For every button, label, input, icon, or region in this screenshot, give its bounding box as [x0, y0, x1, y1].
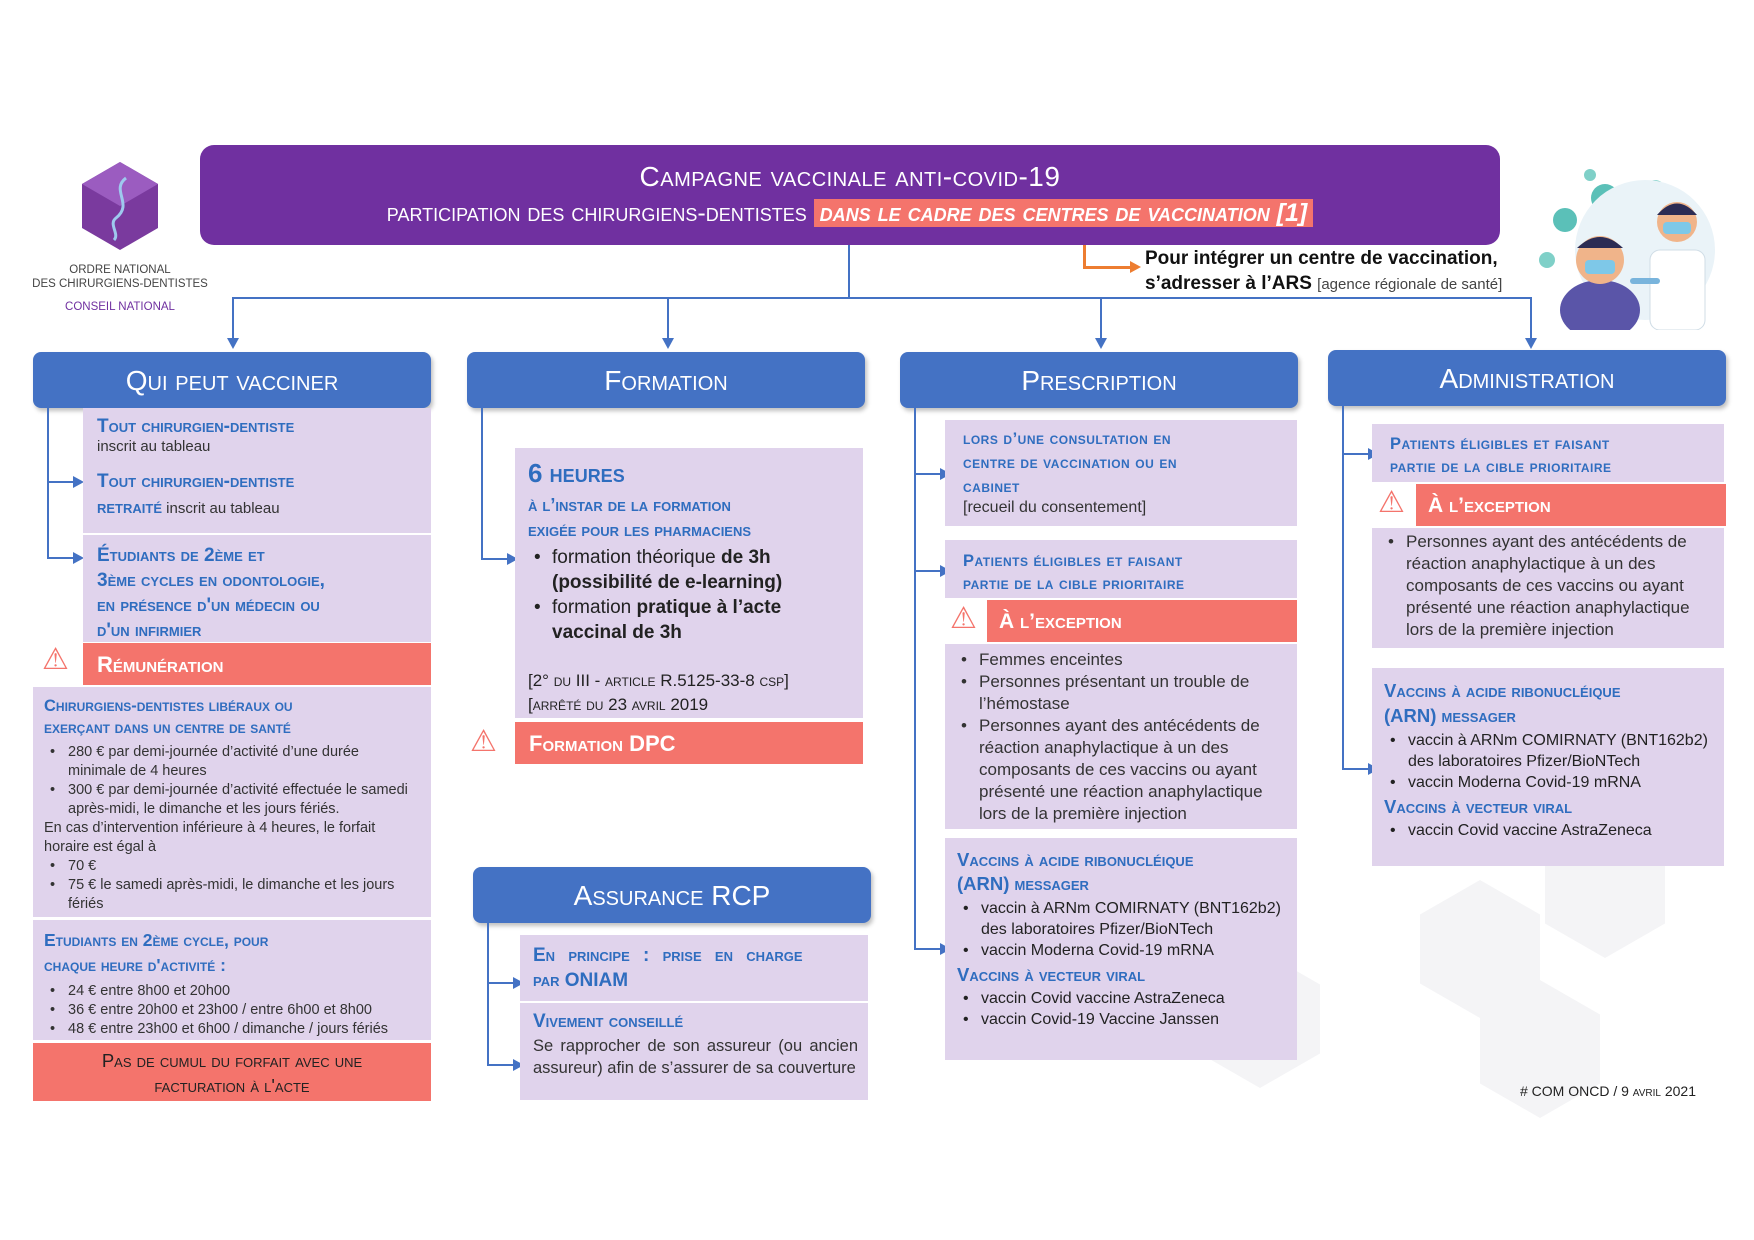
remu-liberal-box	[33, 687, 431, 917]
list-item: • vaccin à ARNm COMIRNATY (BNT162b2) des laboratoires Pfizer/BioNTech	[957, 898, 1287, 940]
connector-line	[914, 473, 942, 475]
arn-l1: Vaccins à acide ribonucléique	[957, 849, 1194, 870]
page-subtitle	[200, 199, 1500, 228]
list-item: • vaccin Covid vaccine AstraZeneca	[957, 988, 1287, 1009]
warning-icon: ⚠	[1378, 486, 1405, 519]
connector-line	[47, 481, 75, 483]
col-head-formation: Formation	[467, 352, 865, 408]
list-item: • vaccin Moderna Covid-19 mRNA	[957, 940, 1287, 961]
subtitle-highlight: dans le cadre des centres de vaccination [1]	[814, 199, 1314, 227]
connector-line	[914, 408, 916, 950]
consult-l1: lors d’une consultation en	[963, 430, 1171, 448]
page-title: Campagne vaccinale anti-covid-19	[639, 161, 1061, 192]
arn-l2: (ARN) messager	[957, 873, 1089, 894]
admin-vv-list	[1384, 820, 1714, 841]
admin-exception-bar: À l’exception	[1416, 484, 1726, 526]
rcp-advice-text: Se rapprocher de son assureur (ou ancien assureur) afin de s’assurer de sa couverture	[533, 1037, 858, 1077]
col-head-prescription: Prescription	[900, 352, 1298, 408]
vv-list	[957, 988, 1287, 1030]
list-item: • 48 € entre 23h00 et 6h00 / dimanche / jours fériés	[44, 1020, 431, 1039]
connector-line	[1530, 297, 1532, 340]
ref2: [arrêté du 23 avril 2019	[528, 695, 709, 714]
who-box-dentists	[83, 408, 431, 533]
remu-students-box	[33, 920, 431, 1040]
b2-plain: formation	[552, 597, 637, 618]
logo-line1: ORDRE NATIONAL	[69, 264, 171, 276]
connector-line	[232, 297, 234, 340]
ars-line2: s’adresser à l’ARS	[1145, 273, 1312, 294]
admin-exceptions-box	[1372, 528, 1724, 648]
patients-l2: partie de la cible prioritaire	[963, 575, 1185, 593]
logo-line3: CONSEIL NATIONAL	[65, 301, 175, 313]
connector-line	[1100, 297, 1102, 340]
etu-title	[44, 928, 431, 978]
patients-l1: Patients éligibles et faisant	[963, 552, 1183, 570]
rcp-advice-box	[520, 1003, 868, 1100]
formation-hours: 6 heures	[528, 458, 625, 488]
connector-line	[914, 570, 942, 572]
admin-vaccines-box	[1372, 668, 1724, 866]
admin-arn-title	[1384, 678, 1724, 728]
no-cumul-bar	[33, 1043, 431, 1101]
list-item	[528, 545, 849, 595]
arrow-down-icon	[1095, 338, 1107, 349]
subtitle-plain: participation des chirurgiens-dentistes	[386, 199, 814, 227]
ordre-logo	[30, 160, 210, 314]
who-item2-title: Tout chirurgien-dentiste	[97, 471, 295, 492]
etu-list	[44, 982, 431, 1039]
who-item3-l4: d'un infirmier	[97, 620, 202, 641]
connector-line	[487, 982, 515, 984]
logo-line2: DES CHIRURGIENS-DENTISTES	[32, 278, 208, 290]
arn-list	[957, 898, 1287, 961]
who-item1-title: Tout chirurgien-dentiste	[97, 416, 295, 437]
connector-line	[232, 297, 1532, 299]
list-item: • vaccin à ARNm COMIRNATY (BNT162b2) des laboratoires Pfizer/BioNTech	[1384, 730, 1714, 772]
connector-line	[481, 408, 483, 560]
list-item: • 70 €	[44, 857, 421, 876]
rcp-l2: par ONIAM	[533, 970, 629, 991]
warning-icon: ⚠	[950, 602, 977, 635]
warning-icon: ⚠	[470, 725, 497, 758]
hexagon-logo-icon	[80, 160, 160, 252]
who-box-students	[83, 535, 431, 642]
consult-l3: cabinet	[963, 478, 1020, 496]
admin-patients-box	[1372, 424, 1724, 482]
admin-exceptions-list	[1382, 531, 1716, 641]
list-item: • vaccin Covid-19 Vaccine Janssen	[957, 1009, 1287, 1030]
consult-text	[963, 427, 1297, 499]
list-item: • 75 € le samedi après-midi, le dimanche et les jours fériés	[44, 876, 421, 914]
admin-vv-title: Vaccins à vecteur viral	[1384, 796, 1573, 817]
connector-line	[1342, 768, 1370, 770]
connector-line	[481, 558, 509, 560]
connector-line	[487, 1064, 515, 1066]
list-item: • 280 € par demi-journée d’activité d’une durée minimale de 4 heures	[44, 743, 421, 781]
rcp-advice-title: Vivement conseillé	[533, 1011, 684, 1032]
who-item1-sub: inscrit au tableau	[97, 438, 211, 455]
formation-refs	[528, 669, 863, 717]
admin-arn-l1: Vaccins à acide ribonucléique	[1384, 680, 1621, 701]
list-item: • Femmes enceintes	[955, 649, 1287, 671]
ars-note	[1145, 246, 1502, 297]
formation-l2: exigée pour les pharmaciens	[528, 520, 752, 540]
ars-line2-small: [agence régionale de santé]	[1317, 276, 1503, 293]
list-item: • 24 € entre 8h00 et 20h00	[44, 982, 431, 1001]
admin-patients-text	[1390, 433, 1724, 479]
arrow-down-icon	[1525, 338, 1537, 349]
list-item: • Personnes ayant des antécédents de réaction anaphylactique à un des composants de ces vaccins ou ayant présenté une réaction anaphylactique lors de la première injection	[1382, 531, 1716, 641]
etu-title2: chaque heure d'activité :	[44, 955, 226, 975]
prescription-consult-box	[945, 420, 1297, 526]
list-item: • 300 € par demi-journée d’activité effectuée le samedi après-midi, le dimanche et les jours fériés.	[44, 781, 421, 819]
prescription-vaccines-box	[945, 838, 1297, 1060]
lib-title1: Chirurgiens-dentistes libéraux ou	[44, 697, 293, 715]
consult-l2: centre de vaccination ou en	[963, 454, 1178, 472]
exceptions-list	[955, 649, 1287, 825]
connector-line	[1342, 406, 1344, 770]
list-item: • vaccin Covid vaccine AstraZeneca	[1384, 820, 1714, 841]
formation-desc	[528, 493, 863, 543]
cumul-line2: facturation à l'acte	[154, 1075, 310, 1096]
col-head-qui-peut-vacciner: Qui peut vacciner	[33, 352, 431, 408]
warning-icon: ⚠	[42, 643, 69, 676]
admin-patients-l2: partie de la cible prioritaire	[1390, 458, 1612, 476]
connector-line	[47, 408, 49, 558]
list-item: • Personnes ayant des antécédents de réaction anaphylactique à un des composants de ces vaccins ou ayant présenté une réaction anaphylactique lors de la première injection	[955, 715, 1287, 825]
connector-line	[47, 557, 75, 559]
cumul-line1: Pas de cumul du forfait avec une	[101, 1050, 363, 1071]
list-item: • vaccin Moderna Covid-19 mRNA	[1384, 772, 1714, 793]
arn-title	[957, 848, 1297, 896]
ars-line1: Pour intégrer un centre de vaccination,	[1145, 248, 1498, 269]
connector-line	[487, 923, 489, 1066]
consult-sub: [recueil du consentement]	[963, 499, 1147, 516]
ars-arrow-line	[1083, 266, 1133, 269]
ref1: [2° du III - article R.5125-33-8 csp]	[528, 671, 789, 690]
formation-list	[528, 545, 849, 645]
who-item3	[97, 543, 431, 643]
lib-title2: exerçant dans un centre de santé	[44, 719, 291, 737]
header-banner	[200, 145, 1500, 245]
b1-bold: de 3h (possibilité de e-learning)	[552, 547, 783, 593]
prescription-exceptions-box	[945, 644, 1297, 829]
prescription-patients-box	[945, 540, 1297, 598]
col-head-assurance-rcp: Assurance RCP	[473, 867, 871, 923]
lib-note: En cas d’intervention inférieure à 4 heures, le forfait horaire est égal à	[44, 820, 376, 855]
formation-l1: à l’instar de la formation	[528, 495, 731, 515]
etu-title1: Etudiants en 2ème cycle, pour	[44, 930, 269, 950]
ars-arrowhead	[1130, 261, 1141, 273]
who-item2-sub: inscrit au tableau	[162, 500, 280, 517]
connector-line	[1342, 453, 1370, 455]
vaccination-illustration	[1535, 160, 1735, 330]
connector-line	[848, 245, 850, 298]
remuneration-bar: Rémunération	[83, 643, 431, 685]
lib-list2	[44, 857, 421, 914]
arrow-down-icon	[227, 338, 239, 349]
rcp-principle	[533, 943, 868, 993]
who-item3-l3: en présence d'un médecin ou	[97, 595, 320, 616]
admin-arn-list	[1384, 730, 1714, 793]
who-item3-l1: Étudiants de 2ème et	[97, 545, 265, 566]
lib-title	[44, 695, 431, 739]
exception-bar: À l’exception	[987, 600, 1297, 642]
connector-line	[667, 297, 669, 340]
admin-patients-l1: Patients éligibles et faisant	[1390, 435, 1610, 453]
who-item3-l2: 3ème cycles en odontologie,	[97, 570, 325, 591]
vv-title: Vaccins à vecteur viral	[957, 964, 1146, 985]
b2-bold: pratique à l’acte vaccinal de 3h	[552, 597, 782, 643]
footer-ref: # COM ONCD / 9 avril 2021	[1520, 1083, 1696, 1099]
b1-plain: formation théorique	[552, 547, 721, 568]
col-head-administration: Administration	[1328, 350, 1726, 406]
connector-line	[914, 948, 942, 950]
admin-arn-l2: (ARN) messager	[1384, 705, 1516, 726]
list-item: • Personnes présentant un trouble de l’hémostase	[955, 671, 1287, 715]
list-item: • 36 € entre 20h00 et 23h00 / entre 6h00 et 8h00	[44, 1001, 431, 1020]
formation-box	[515, 448, 863, 718]
lib-list	[44, 743, 421, 819]
patients-text	[963, 550, 1297, 596]
list-item	[528, 595, 849, 645]
dpc-bar: Formation DPC	[515, 722, 863, 764]
arrow-down-icon	[662, 338, 674, 349]
rcp-principle-box	[520, 935, 868, 1001]
who-item2-title2: retraité	[97, 497, 162, 518]
rcp-l1: En principe : prise en charge	[533, 945, 803, 966]
